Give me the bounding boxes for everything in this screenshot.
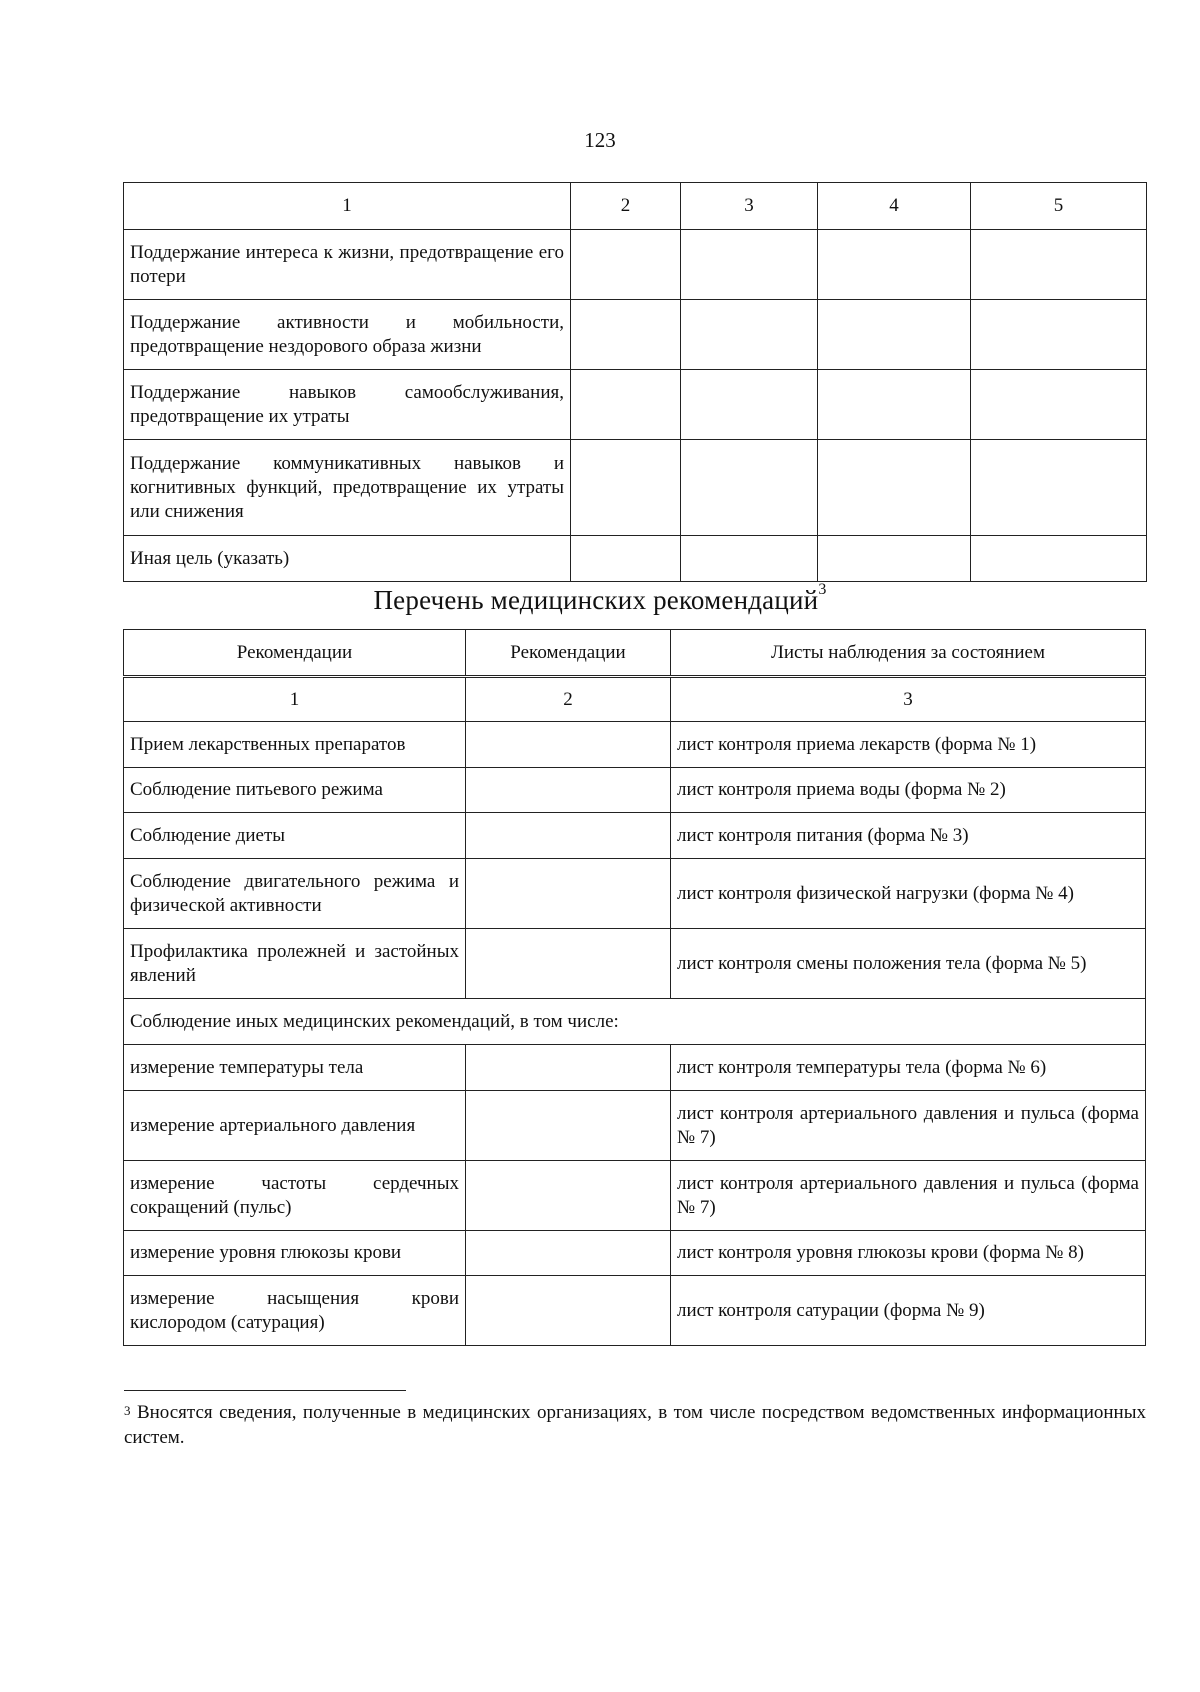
recommendation-value [466,813,671,859]
footnote-reference: 3 [818,581,827,598]
goal-cell [818,300,971,370]
goal-cell [681,440,818,536]
recommendation-row [124,1091,1146,1161]
recommendation-name: Соблюдение питьевого режима [124,768,466,813]
goal-row [124,300,1147,370]
recommendation-name: измерение частоты сердечных сокращений (пульс) [124,1161,466,1231]
recommendation-row [124,1231,1146,1276]
goal-cell [971,440,1147,536]
goals-header-cell: 3 [681,183,818,230]
goal-row [124,370,1147,440]
observation-sheet: лист контроля уровня глюкозы крови (форма № 8) [671,1231,1146,1276]
recommendation-row [124,929,1146,999]
footnote-mark: 3 [124,1403,131,1418]
recommendation-row [124,813,1146,859]
goals-table [123,182,1147,582]
observation-sheet: лист контроля артериального давления и пульса (форма № 7) [671,1091,1146,1161]
goal-row [124,536,1147,582]
recommendation-name: Соблюдение двигательного режима и физической активности [124,859,466,929]
recommendations-table [123,629,1146,1346]
observation-sheet: лист контроля приема воды (форма № 2) [671,768,1146,813]
recommendation-name: измерение температуры тела [124,1045,466,1091]
recommendation-value [466,1161,671,1231]
goal-cell [971,300,1147,370]
goal-label: Поддержание коммуникативных навыков и когнитивных функций, предотвращение их утраты или снижения [124,440,571,536]
goal-label: Поддержание интереса к жизни, предотвращение его потери [124,230,571,300]
goal-cell [818,370,971,440]
goal-cell [571,440,681,536]
goal-cell [571,370,681,440]
goal-cell [681,300,818,370]
recommendation-row [124,1161,1146,1231]
recommendation-name: Профилактика пролежней и застойных явлений [124,929,466,999]
footnote-text: Вносятся сведения, полученные в медицинских организациях, в том числе посредством ведомственных информационных систем. [124,1402,1146,1448]
goals-header-cell: 4 [818,183,971,230]
recommendation-value [466,768,671,813]
section-title [0,581,1200,616]
recommendation-row [124,1276,1146,1346]
observation-sheet: лист контроля физической нагрузки (форма № 4) [671,859,1146,929]
observation-sheet: лист контроля приема лекарств (форма № 1) [671,722,1146,768]
recommendation-value [466,929,671,999]
goal-row [124,440,1147,536]
recommendation-row [124,722,1146,768]
goal-cell [818,536,971,582]
section-title-text: Перечень медицинских рекомендаций [373,585,819,615]
goal-cell [681,536,818,582]
column-header: Листы наблюдения за состоянием [671,630,1146,677]
goal-label: Поддержание активности и мобильности, предотвращение нездорового образа жизни [124,300,571,370]
goal-cell [971,536,1147,582]
goal-cell [571,300,681,370]
column-header: Рекомендации [466,630,671,677]
goal-row [124,230,1147,300]
goal-label: Поддержание навыков самообслуживания, предотвращение их утраты [124,370,571,440]
goal-cell [681,230,818,300]
recommendation-row [124,768,1146,813]
goals-header-cell: 1 [124,183,571,230]
recommendation-name: измерение артериального давления [124,1091,466,1161]
recommendation-value [466,1231,671,1276]
goal-cell [818,440,971,536]
recommendation-name: измерение уровня глюкозы крови [124,1231,466,1276]
column-number-row [124,677,1146,722]
goal-label: Иная цель (указать) [124,536,571,582]
observation-sheet: лист контроля питания (форма № 3) [671,813,1146,859]
recommendation-row [124,859,1146,929]
other-recommendations-heading: Соблюдение иных медицинских рекомендаций, в том числе: [124,999,1146,1045]
recommendation-name: Прием лекарственных препаратов [124,722,466,768]
page-number: 123 [584,128,616,152]
column-number: 2 [466,677,671,722]
goals-header-row [124,183,1147,230]
goal-cell [971,370,1147,440]
recommendation-value [466,1091,671,1161]
column-number: 1 [124,677,466,722]
other-recommendations-row [124,999,1146,1045]
observation-sheet: лист контроля сатурации (форма № 9) [671,1276,1146,1346]
observation-sheet: лист контроля артериального давления и пульса (форма № 7) [671,1161,1146,1231]
recommendation-value [466,1045,671,1091]
column-number: 3 [671,677,1146,722]
footnote-divider [124,1390,406,1391]
recommendation-value [466,1276,671,1346]
goals-header-cell: 2 [571,183,681,230]
goals-header-cell: 5 [971,183,1147,230]
goal-cell [818,230,971,300]
observation-sheet: лист контроля смены положения тела (форма № 5) [671,929,1146,999]
recommendations-header-row [124,630,1146,677]
goal-cell [571,230,681,300]
recommendation-value [466,859,671,929]
recommendation-name: измерение насыщения крови кислородом (сатурация) [124,1276,466,1346]
recommendation-name: Соблюдение диеты [124,813,466,859]
recommendation-value [466,722,671,768]
goal-cell [681,370,818,440]
goal-cell [571,536,681,582]
observation-sheet: лист контроля температуры тела (форма № 6) [671,1045,1146,1091]
column-header: Рекомендации [124,630,466,677]
goal-cell [971,230,1147,300]
recommendation-row [124,1045,1146,1091]
footnote [124,1400,1146,1450]
